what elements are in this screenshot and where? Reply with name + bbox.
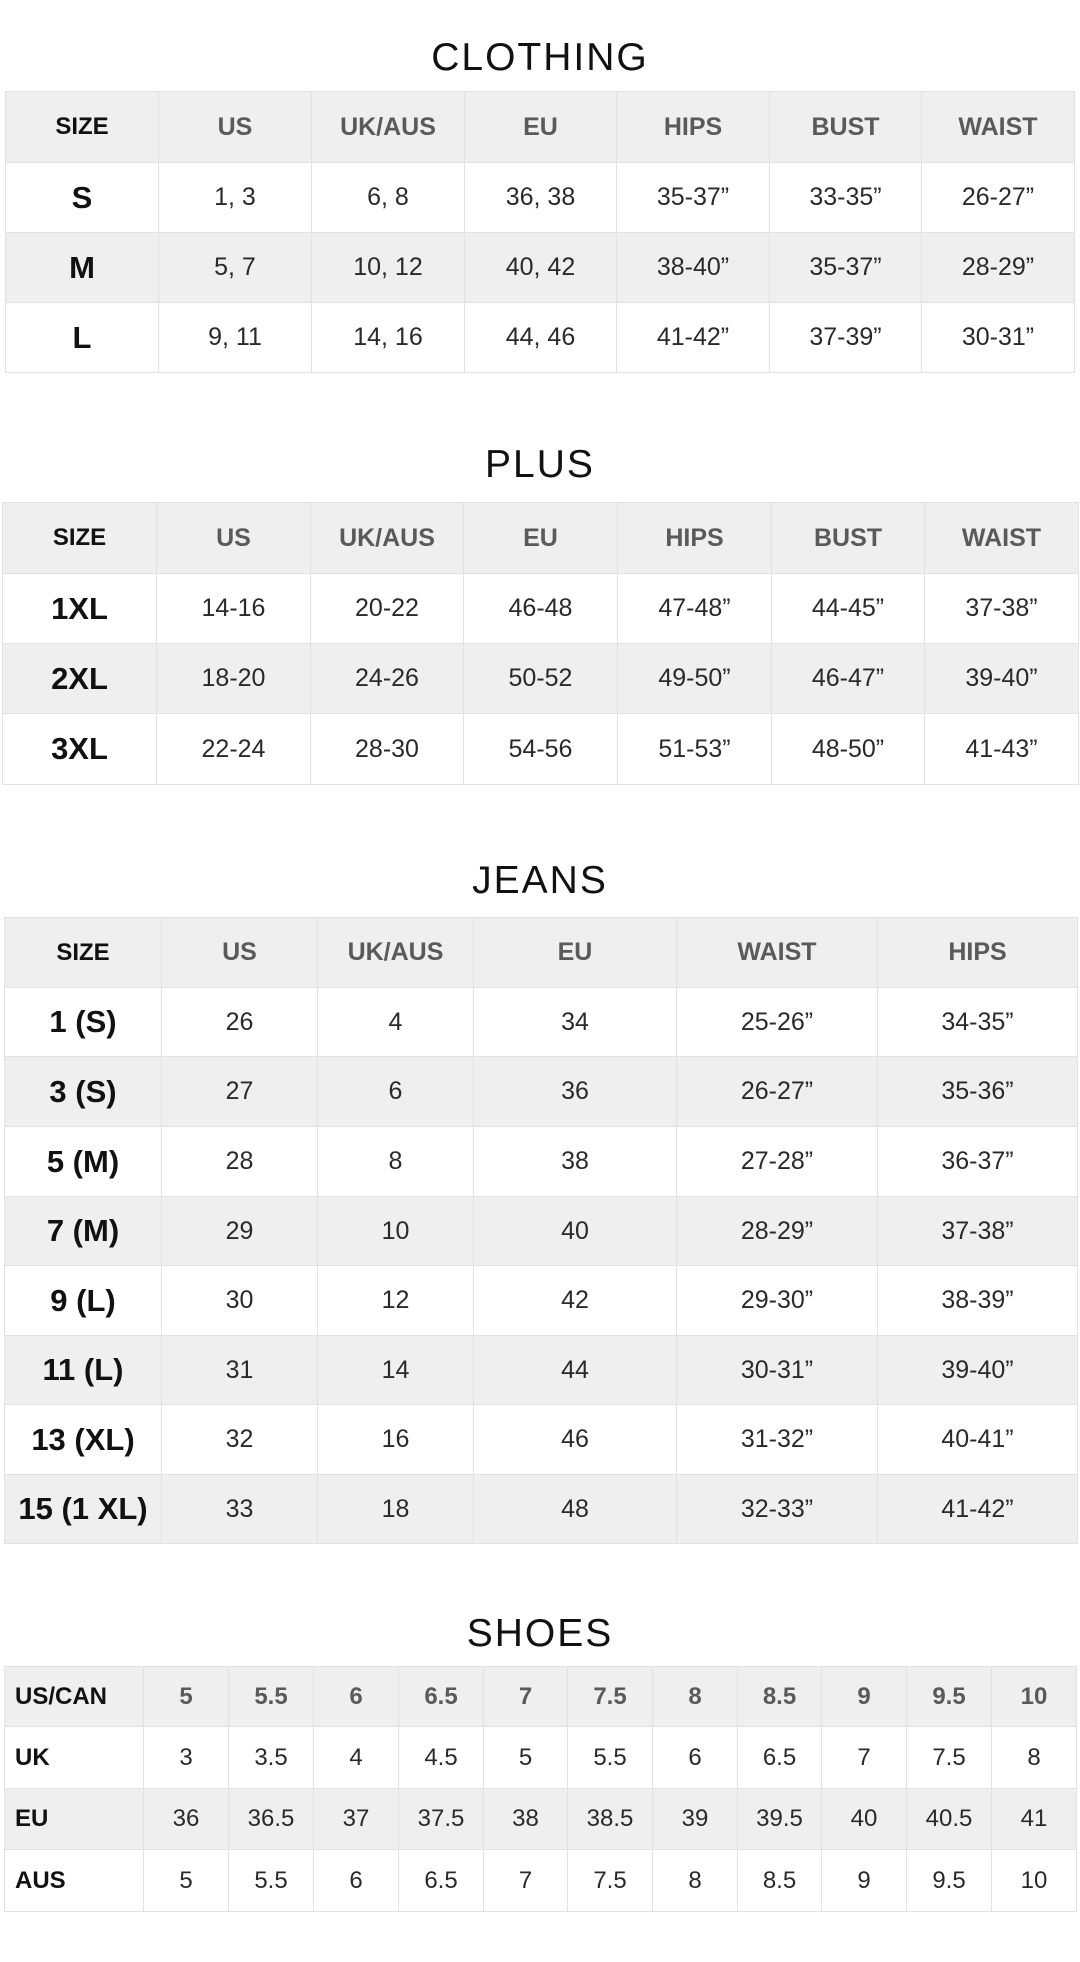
shoes-header-size: 6.5 [399, 1667, 484, 1727]
table-cell: 5 [484, 1727, 568, 1789]
table-cell: 36 [144, 1789, 229, 1850]
shoes-header-size: 8.5 [738, 1667, 822, 1727]
clothing-header-size: SIZE [6, 92, 159, 163]
table-cell: 9, 11 [159, 303, 312, 373]
table-cell: 40-41” [878, 1405, 1078, 1475]
plus-header-bust: BUST [772, 503, 925, 574]
size-label: 5 (M) [5, 1127, 162, 1197]
table-cell: 35-37” [770, 233, 922, 303]
table-cell: 38-40” [617, 233, 770, 303]
shoes-title: SHOES [466, 1612, 614, 1655]
table-row [6, 163, 1075, 233]
table-cell: 27-28” [677, 1127, 878, 1197]
table-cell: 46-47” [772, 644, 925, 714]
table-cell: 33-35” [770, 163, 922, 233]
table-cell: 10 [992, 1850, 1077, 1912]
size-label: 11 (L) [5, 1336, 162, 1405]
size-label: 1 (S) [5, 988, 162, 1057]
plus-header-hips: HIPS [618, 503, 772, 574]
table-cell: 10, 12 [312, 233, 465, 303]
size-label: 3XL [3, 714, 157, 785]
table-cell: 47-48” [618, 574, 772, 644]
table-cell: 25-26” [677, 988, 878, 1057]
table-cell: 9.5 [907, 1850, 992, 1912]
table-row [5, 1405, 1078, 1475]
table-cell: 31-32” [677, 1405, 878, 1475]
table-cell: 44-45” [772, 574, 925, 644]
table-row [5, 1475, 1078, 1544]
table-row [3, 714, 1079, 785]
size-label: 1XL [3, 574, 157, 644]
table-cell: 37.5 [399, 1789, 484, 1850]
size-label: 7 (M) [5, 1197, 162, 1266]
size-label: M [6, 233, 159, 303]
table-cell: 9 [822, 1850, 907, 1912]
table-cell: 30-31” [677, 1336, 878, 1405]
plus-header-size: SIZE [3, 503, 157, 574]
jeans-size-table [4, 917, 1078, 1544]
table-cell: 8 [318, 1127, 474, 1197]
table-cell: 38 [474, 1127, 677, 1197]
table-cell: 28-29” [677, 1197, 878, 1266]
table-cell: 28-30 [311, 714, 464, 785]
region-label: AUS [5, 1850, 144, 1912]
table-cell: 26-27” [677, 1057, 878, 1127]
clothing-header-uk-aus: UK/AUS [312, 92, 465, 163]
jeans-title: JEANS [472, 859, 608, 902]
clothing-header-row [6, 92, 1075, 163]
shoes-header-size: 8 [653, 1667, 738, 1727]
table-row [5, 988, 1078, 1057]
table-row [6, 233, 1075, 303]
table-cell: 22-24 [157, 714, 311, 785]
table-cell: 28 [162, 1127, 318, 1197]
table-cell: 6 [653, 1727, 738, 1789]
table-row [5, 1197, 1078, 1266]
table-cell: 29-30” [677, 1266, 878, 1336]
table-cell: 31 [162, 1336, 318, 1405]
table-cell: 37-39” [770, 303, 922, 373]
jeans-header-eu: EU [474, 918, 677, 988]
table-cell: 35-37” [617, 163, 770, 233]
table-cell: 4 [314, 1727, 399, 1789]
jeans-header-hips: HIPS [878, 918, 1078, 988]
size-label: L [6, 303, 159, 373]
table-cell: 39.5 [738, 1789, 822, 1850]
plus-header-waist: WAIST [925, 503, 1079, 574]
jeans-header-row [5, 918, 1078, 988]
table-cell: 35-36” [878, 1057, 1078, 1127]
clothing-header-bust: BUST [770, 92, 922, 163]
table-cell: 40 [474, 1197, 677, 1266]
table-row [3, 644, 1079, 714]
shoes-header-size: 5.5 [229, 1667, 314, 1727]
table-cell: 32-33” [677, 1475, 878, 1544]
region-label: UK [5, 1727, 144, 1789]
table-cell: 39-40” [925, 644, 1079, 714]
plus-title: PLUS [485, 443, 595, 486]
table-cell: 38 [484, 1789, 568, 1850]
table-row [5, 1336, 1078, 1405]
table-cell: 41 [992, 1789, 1077, 1850]
table-cell: 7.5 [568, 1850, 653, 1912]
table-cell: 41-43” [925, 714, 1079, 785]
table-cell: 44, 46 [465, 303, 617, 373]
clothing-header-eu: EU [465, 92, 617, 163]
table-cell: 50-52 [464, 644, 618, 714]
table-cell: 6.5 [399, 1850, 484, 1912]
jeans-header-us: US [162, 918, 318, 988]
table-cell: 48-50” [772, 714, 925, 785]
shoes-header-size: 6 [314, 1667, 399, 1727]
jeans-header-uk-aus: UK/AUS [318, 918, 474, 988]
size-label: 2XL [3, 644, 157, 714]
table-cell: 44 [474, 1336, 677, 1405]
table-cell: 36-37” [878, 1127, 1078, 1197]
table-row [5, 1266, 1078, 1336]
table-cell: 18 [318, 1475, 474, 1544]
table-cell: 14-16 [157, 574, 311, 644]
table-row [5, 1057, 1078, 1127]
table-cell: 20-22 [311, 574, 464, 644]
size-label: 15 (1 XL) [5, 1475, 162, 1544]
table-cell: 51-53” [618, 714, 772, 785]
table-cell: 54-56 [464, 714, 618, 785]
table-cell: 10 [318, 1197, 474, 1266]
shoes-header-size: 5 [144, 1667, 229, 1727]
table-cell: 33 [162, 1475, 318, 1544]
plus-header-row [3, 503, 1079, 574]
clothing-size-table [5, 91, 1075, 373]
table-row [5, 1727, 1077, 1789]
table-row [6, 303, 1075, 373]
table-cell: 3 [144, 1727, 229, 1789]
table-cell: 7 [484, 1850, 568, 1912]
clothing-header-hips: HIPS [617, 92, 770, 163]
clothing-header-waist: WAIST [922, 92, 1075, 163]
table-cell: 28-29” [922, 233, 1075, 303]
shoes-header-row [5, 1667, 1077, 1727]
size-label: 13 (XL) [5, 1405, 162, 1475]
table-cell: 14 [318, 1336, 474, 1405]
table-cell: 4.5 [399, 1727, 484, 1789]
table-cell: 7.5 [907, 1727, 992, 1789]
table-cell: 6.5 [738, 1727, 822, 1789]
table-cell: 40, 42 [465, 233, 617, 303]
plus-header-uk-aus: UK/AUS [311, 503, 464, 574]
table-cell: 34-35” [878, 988, 1078, 1057]
table-cell: 41-42” [878, 1475, 1078, 1544]
table-cell: 16 [318, 1405, 474, 1475]
table-cell: 36.5 [229, 1789, 314, 1850]
table-cell: 46-48 [464, 574, 618, 644]
table-cell: 1, 3 [159, 163, 312, 233]
shoes-size-table [4, 1666, 1077, 1912]
table-cell: 49-50” [618, 644, 772, 714]
plus-size-table [2, 502, 1079, 785]
table-cell: 32 [162, 1405, 318, 1475]
table-cell: 38-39” [878, 1266, 1078, 1336]
table-row [3, 574, 1079, 644]
table-cell: 8 [992, 1727, 1077, 1789]
region-label: EU [5, 1789, 144, 1850]
table-row [5, 1789, 1077, 1850]
table-cell: 42 [474, 1266, 677, 1336]
table-cell: 5, 7 [159, 233, 312, 303]
table-cell: 41-42” [617, 303, 770, 373]
table-cell: 39-40” [878, 1336, 1078, 1405]
shoes-header-size: 9.5 [907, 1667, 992, 1727]
table-cell: 37 [314, 1789, 399, 1850]
clothing-header-us: US [159, 92, 312, 163]
table-cell: 40.5 [907, 1789, 992, 1850]
size-label: 3 (S) [5, 1057, 162, 1127]
table-cell: 30-31” [922, 303, 1075, 373]
table-row [5, 1127, 1078, 1197]
clothing-title: CLOTHING [431, 36, 649, 79]
table-cell: 6, 8 [312, 163, 465, 233]
table-cell: 34 [474, 988, 677, 1057]
table-cell: 5.5 [568, 1727, 653, 1789]
table-cell: 8.5 [738, 1850, 822, 1912]
table-cell: 14, 16 [312, 303, 465, 373]
table-cell: 4 [318, 988, 474, 1057]
table-cell: 29 [162, 1197, 318, 1266]
size-label: 9 (L) [5, 1266, 162, 1336]
table-cell: 18-20 [157, 644, 311, 714]
jeans-header-size: SIZE [5, 918, 162, 988]
table-cell: 30 [162, 1266, 318, 1336]
table-row [5, 1850, 1077, 1912]
table-cell: 24-26 [311, 644, 464, 714]
shoes-header-size: 7.5 [568, 1667, 653, 1727]
plus-header-us: US [157, 503, 311, 574]
plus-header-eu: EU [464, 503, 618, 574]
table-cell: 40 [822, 1789, 907, 1850]
table-cell: 26 [162, 988, 318, 1057]
table-cell: 36 [474, 1057, 677, 1127]
jeans-header-waist: WAIST [677, 918, 878, 988]
table-cell: 26-27” [922, 163, 1075, 233]
table-cell: 39 [653, 1789, 738, 1850]
shoes-header-size: 10 [992, 1667, 1077, 1727]
table-cell: 5 [144, 1850, 229, 1912]
table-cell: 48 [474, 1475, 677, 1544]
shoes-header-us-can: US/CAN [5, 1667, 144, 1727]
size-label: S [6, 163, 159, 233]
table-cell: 3.5 [229, 1727, 314, 1789]
table-cell: 6 [314, 1850, 399, 1912]
table-cell: 12 [318, 1266, 474, 1336]
table-cell: 36, 38 [465, 163, 617, 233]
table-cell: 37-38” [925, 574, 1079, 644]
table-cell: 27 [162, 1057, 318, 1127]
table-cell: 6 [318, 1057, 474, 1127]
table-cell: 46 [474, 1405, 677, 1475]
table-cell: 5.5 [229, 1850, 314, 1912]
shoes-header-size: 7 [484, 1667, 568, 1727]
shoes-header-size: 9 [822, 1667, 907, 1727]
table-cell: 7 [822, 1727, 907, 1789]
table-cell: 37-38” [878, 1197, 1078, 1266]
table-cell: 8 [653, 1850, 738, 1912]
table-cell: 38.5 [568, 1789, 653, 1850]
